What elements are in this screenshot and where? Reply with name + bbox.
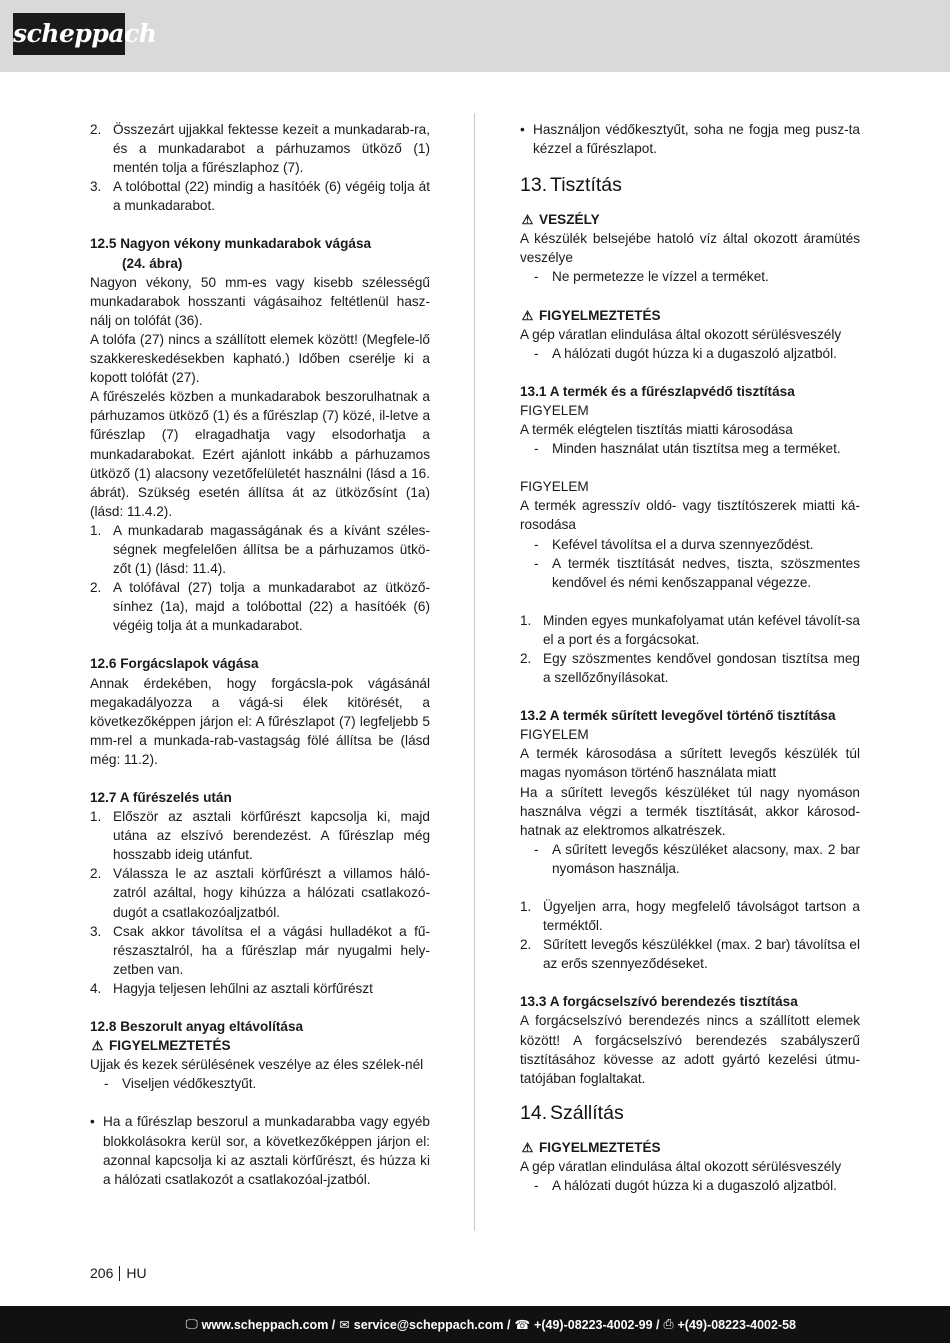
monitor-icon: 🖵 <box>185 1317 198 1331</box>
list-item: 1. A munkadarab magasságának és a kívánt széles-ségnek megfelelően állítsa be a párhuzamos ütkö-zőt (1) (lásd: 11.4). <box>90 522 430 577</box>
paragraph: A termék elégtelen tisztítás miatti károsodása <box>520 422 793 438</box>
list-item: 2. A tolófával (27) tolja a munkadarabot az ütköző-sínhez (1a), majd a tolóbottal (22) a hasítóék (6) végéig tolja át a munkadarabot. <box>90 580 430 634</box>
notice-label: FIGYELEM <box>520 402 589 418</box>
list-item: - Viseljen védőkesztyűt. <box>104 1076 257 1092</box>
phone-icon: ☎ <box>514 1318 531 1332</box>
fax-icon: ⎙ <box>663 1317 674 1331</box>
email-icon: ✉ <box>339 1318 350 1332</box>
list-item: 1. Először az asztali körfűrészt kapcsolja ki, majd utána az elszívó berendezést. A fűrészlap még hosszabb ideig utánfut. <box>90 809 430 863</box>
list-item: • Használjon védőkesztyűt, soha ne fogja meg pusz-ta kézzel a fűrészlapot. <box>520 122 860 157</box>
list-item: - A termék tisztítását nedves, tiszta, szöszmentes kendővel és némi kenőszappanal végezze. <box>534 555 860 590</box>
warning-triangle-icon: ⚠ <box>521 212 534 228</box>
list-item: 1. Minden egyes munkafolyamat után kefével távolít-sa el a port és a forgácsokat. <box>520 612 860 647</box>
list-item: - A sűrített levegős készüléket alacsony, max. 2 bar nyomáson használja. <box>534 841 860 876</box>
list-item: 3. Csak akkor távolítsa el a vágási hulladékot a fű-részasztalról, ha a fűrészlap már nyugalmi hely-zetben van. <box>90 923 430 977</box>
page-separator <box>119 1266 120 1281</box>
section-heading: 12.8 Beszorult anyag eltávolítása <box>90 1019 304 1035</box>
dash-list <box>520 1176 860 1195</box>
chapter-heading: 14. Szállítás <box>520 1101 624 1124</box>
right-column <box>520 120 860 1195</box>
list-item: 2. Válassza le az asztali körfűrészt a villamos háló-zatról azáltal, hogy kihúzza a hálózati csatlakozó-dugót a csatlakozóaljzatból. <box>90 866 430 920</box>
chapter-heading: 13. Tisztítás <box>520 174 622 197</box>
list-item: - Minden használat után tisztítsa meg a terméket. <box>534 441 841 457</box>
list-item: 2. Összezárt ujjakkal fektesse kezeit a munkadarab-ra, és a munkadarabot a párhuzamos ütköző (1) mentén tolja a fűrészlaphoz (7). <box>90 122 430 176</box>
section-heading: 12.5 Nagyon vékony munkadarabok vágása <box>90 236 372 252</box>
step-list <box>520 897 860 973</box>
left-column <box>90 120 430 1189</box>
list-item: - Ne permetezze le vízzel a terméket. <box>534 269 769 285</box>
paragraph: A készülék belsejébe hatoló víz által okozott áramütés veszélye <box>520 231 860 266</box>
paragraph: A tolófa (27) nincs a szállított elemek között! (Megfele-lő szakkereskedésekben kapható.) Időben cserélje ki a kopott tolófát (27). <box>90 331 430 386</box>
paragraph: Nagyon vékony, 50 mm-es vagy kisebb szélességű munkadarabok hosszanti vágásaihoz feltétlenül hasz-nálj on tolófát (36). <box>90 274 430 328</box>
step-list <box>90 120 430 215</box>
section-heading-sub: (24. ábra) <box>122 255 183 271</box>
warning-label: ⚠ FIGYELMEZTETÉS <box>90 1036 430 1055</box>
brand-logo: scheppach <box>13 13 125 55</box>
dash-list <box>90 1074 430 1093</box>
warning-label: ⚠ FIGYELMEZTETÉS <box>520 1138 860 1157</box>
dash-list <box>520 267 860 286</box>
paragraph: A termék károsodása a sűrített levegős készülék túl magas nyomáson történő használata miatt <box>520 746 860 781</box>
step-list <box>520 611 860 687</box>
step-list <box>90 521 430 636</box>
list-item: 3. A tolóbottal (22) mindig a hasítóék (6) végéig tolja át a munkadarabot. <box>90 179 430 214</box>
fax-number: +(49)-08223-4002-58 <box>677 1317 796 1332</box>
list-item: 1. Ügyeljen arra, hogy megfelelő távolságot tartson a terméktől. <box>520 899 860 934</box>
paragraph: A forgácselszívó berendezés nincs a szállított elemek között! A forgácselszívó berendezés szabályszerű tisztításához kövesse az adott gyártó kezelési útmu-tatójában foglaltakat. <box>520 1013 860 1086</box>
dash-list <box>520 535 860 592</box>
paragraph: Ujjak és kezek sérülésének veszélye az éles szélek-nél <box>90 1057 424 1073</box>
list-item: 4. Hagyja teljesen lehűlni az asztali körfűrészt <box>90 980 373 996</box>
section-heading: 12.7 A fűrészelés után <box>90 790 232 805</box>
paragraph: A termék agresszív oldó- vagy tisztítószerek miatti ká-rosodása <box>520 498 860 533</box>
footer-bar <box>0 1306 950 1343</box>
warning-triangle-icon: ⚠ <box>521 1139 534 1155</box>
section-heading: 13.1 A termék és a fűrészlapvédő tisztítása <box>520 383 795 399</box>
dash-list <box>520 439 860 458</box>
email-link[interactable]: service@scheppach.com / <box>353 1317 511 1332</box>
danger-label: ⚠ VESZÉLY <box>520 210 860 229</box>
list-item: - A hálózati dugót húzza ki a dugaszoló aljzatból. <box>534 345 837 361</box>
list-item: - Kefével távolítsa el a durva szennyeződést. <box>534 536 814 552</box>
step-list <box>90 807 430 998</box>
list-item: • Ha a fűrészlap beszorul a munkadarabba vagy egyéb blokkolásokra kerül sor, a következőképpen járjon el: azonnal kapcsolja ki az asztali körfűrészt, és húzza ki a hálózati csatlakozót a csatlakozóal-jzatból. <box>90 1114 430 1187</box>
dash-list <box>520 840 860 878</box>
list-item: 2. Egy szöszmentes kendővel gondosan tisztítsa meg a szellőzőnyílásokat. <box>520 650 860 686</box>
paragraph: A gép váratlan elindulása által okozott sérülésveszély <box>520 1158 842 1174</box>
page-number: 206 HU <box>90 1265 147 1281</box>
warning-label: ⚠ FIGYELMEZTETÉS <box>520 306 860 325</box>
header-bar <box>0 0 950 72</box>
notice-label: FIGYELEM <box>520 479 589 495</box>
section-heading: 13.2 A termék sűrített levegővel történő tisztítása <box>520 708 836 724</box>
list-item: - A hálózati dugót húzza ki a dugaszoló aljzatból. <box>534 1178 837 1194</box>
warning-triangle-icon: ⚠ <box>91 1038 104 1054</box>
paragraph: A gép váratlan elindulása által okozott sérülésveszély <box>520 326 842 342</box>
phone-number: +(49)-08223-4002-99 / <box>534 1317 660 1332</box>
section-heading: 13.3 A forgácselszívó berendezés tisztítása <box>520 994 798 1010</box>
warning-triangle-icon: ⚠ <box>521 307 534 323</box>
section-heading: 12.6 Forgácslapok vágása <box>90 656 259 672</box>
notice-label: FIGYELEM <box>520 727 589 743</box>
paragraph: Ha a sűrített levegős készüléket túl nagy nyomáson használva végzi a termék tisztítását, akkor károsod-hatnak az elektromos alkatrészek. <box>520 784 860 838</box>
dash-list <box>520 344 860 363</box>
bullet-list <box>90 1112 430 1188</box>
paragraph: Annak érdekében, hogy forgácsla-pok vágásánál megakadályozza a vágá-si élek kitörését, a következőképpen járjon el: A fűrészlapot (7) legfeljebb 5 mm-rel a munkada-rab-vastagság fölé állítsa be (lásd még: 11.2). <box>90 675 430 767</box>
website-link[interactable]: www.scheppach.com / <box>201 1317 336 1332</box>
paragraph: A fűrészelés közben a munkadarabok beszorulhatnak a párhuzamos ütköző (1) és a fűrészlap (7) közé, il-letve a fűrészlap (7) elragadhatja vagy elsodorhatja a munkadarabokat. Ezért ajánlott inkább a párhuzamos ütköző (1) alacsony vezetőfelületét használni (lásd a 16. ábrát). Szükség esetén állítsa át az ütközősínt (1a) (lásd: 11.4.2). <box>90 389 430 519</box>
list-item: 2. Sűrített levegős készülékkel (max. 2 bar) távolítsa el az erős szennyeződéseket. <box>520 937 860 972</box>
column-divider <box>474 113 475 1231</box>
bullet-list <box>520 120 860 158</box>
